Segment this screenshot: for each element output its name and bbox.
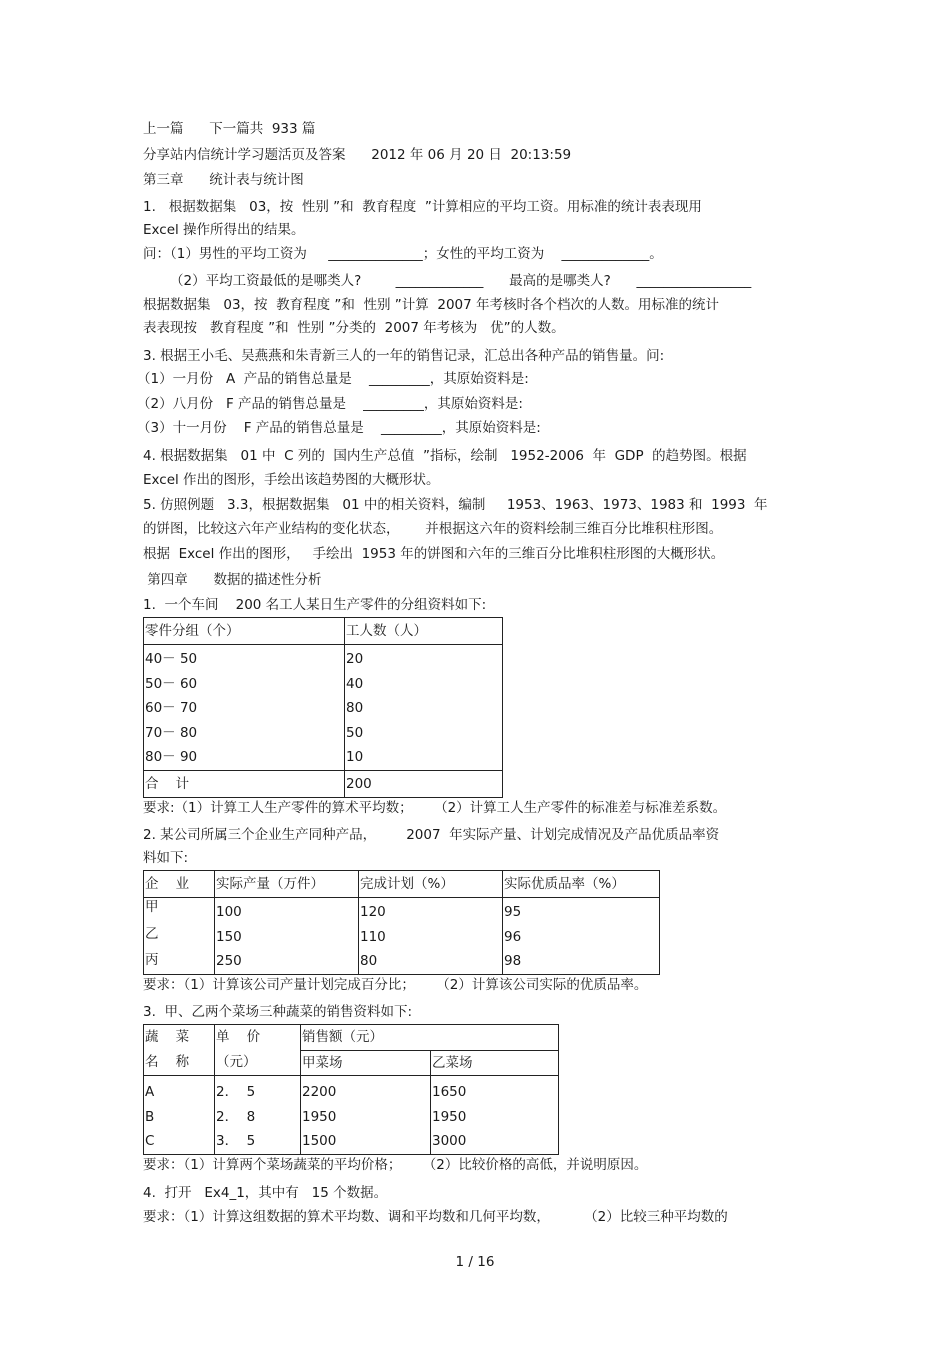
price-cell: 2． 5 [216,1084,256,1100]
vegetable-table [143,1024,559,1155]
table-header-cell: 工人数（人） [346,623,427,639]
output-cell: 100 [216,904,242,920]
market-a-header: 甲菜场 [302,1054,343,1071]
q2-requirement: 要求：（1）计算该公司产量计划完成百分比； （2）计算该公司实际的优质品率。 [143,977,648,993]
q4-requirement: 要求：（1）计算这组数据的算术平均数、调和平均数和几何平均数， （2）比较三种平均数的 [143,1209,728,1225]
count-cell: 40 [346,675,364,692]
total-label: 合 计 [145,775,190,792]
sales-b-cell: 1950 [432,1108,467,1125]
table-header-cell: 实际优质品率（%） [504,876,625,892]
sales-b-cell: 3000 [432,1133,467,1149]
count-cell: 80 [346,700,364,716]
firm-cell: 乙 [145,925,159,942]
ch3-line: 根据数据集 03，按 教育程度 ”和 性别 ”计算 2007 年考核时各个档次的人数。用标准的统计 [143,297,720,313]
ch3-line: （2）平均工资最低的是哪类人? _____________ 最高的是哪类人? _________________ [170,273,752,289]
sales-a-cell: 1500 [302,1133,337,1149]
document-header: 分享站内信统计学习题活页及答案 2012 年 06 月 20 日 20:13:59 [143,147,572,163]
ch3-line: Excel 作出的图形，手绘出该趋势图的大概形状。 [143,472,440,488]
table-header-cell: 零件分组（个） [145,623,240,639]
ch3-line: （3）十一月份 F 产品的销售总量是 _________，其原始资料是: [137,420,541,436]
table-row [144,645,503,771]
table-row [144,898,660,975]
ch3-line: 4. 根据数据集 01 中 C 列的 国内生产总值 ”指标，绘制 1952-2006 年 GDP 的趋势图。根据 [143,448,747,464]
total-value: 200 [346,775,372,792]
firm-cell: 丙 [145,952,159,968]
vegetable-header: 蔬 菜 [145,1029,190,1045]
veg-cell: B [145,1108,155,1125]
table-total-row [144,770,503,797]
q2-intro: 料如下: [143,850,189,866]
table-header-row [144,871,660,898]
count-cell: 20 [346,651,364,667]
count-cell: 10 [346,749,364,765]
quality-cell: 96 [504,928,522,945]
q3-intro: 3. 甲、乙两个菜场三种蔬菜的销售资料如下: [143,1004,413,1020]
group-cell: 80－ 90 [145,749,198,765]
table-row [144,1076,559,1155]
firm-cell: 甲 [145,899,159,915]
sales-a-cell: 2200 [302,1084,337,1100]
chapter3-title: 第三章 统计表与统计图 [143,172,304,188]
plan-cell: 120 [360,904,386,920]
table-header-cell: 实际产量（万件） [216,876,324,892]
price-header: （元） [216,1054,257,1070]
nav-links[interactable]: 上一篇 下一篇共 933 篇 [143,121,316,137]
vegetable-header: 名 称 [145,1054,190,1070]
q3-requirement: 要求：（1）计算两个菜场蔬菜的平均价格； （2）比较价格的高低，并说明原因。 [143,1157,648,1173]
parts-table [143,617,503,798]
output-cell: 150 [216,928,242,945]
veg-cell: A [145,1084,155,1100]
table-header-cell: 企 业 [145,876,190,892]
ch3-line: （2）八月份 F 产品的销售总量是 _________，其原始资料是: [137,396,523,412]
q2-intro: 2. 某公司所属三个企业生产同种产品， 2007 年实际产量、计划完成情况及产品优质品率资 [143,827,720,843]
price-cell: 2． 8 [216,1108,256,1125]
chapter4-title: 第四章 数据的描述性分析 [143,572,322,588]
market-b-header: 乙菜场 [432,1054,473,1071]
firm-table [143,870,660,975]
ch3-line: 表表现按 教育程度 ”和 性别 ”分类的 2007 年考核为 优”的人数。 [143,320,565,336]
q4-intro: 4. 打开 Ex4_1，其中有 15 个数据。 [143,1185,388,1201]
ch3-line: 根据 Excel 作出的图形， 手绘出 1953 年的饼图和六年的三维百分比堆积柱形图的大概形状。 [143,546,725,562]
group-cell: 70－ 80 [145,724,198,741]
group-cell: 60－ 70 [145,700,198,716]
ch3-line: 问：（1）男性的平均工资为 ______________；女性的平均工资为 _____________。 [143,246,663,262]
price-header: 单 价 [216,1029,261,1045]
q1-requirement: 要求:（1）计算工人生产零件的算术平均数； （2）计算工人生产零件的标准差与标准差系数。 [143,800,727,816]
ch3-line: 1. 根据数据集 03，按 性别 ”和 教育程度 ”计算相应的平均工资。用标准的统计表表现用 [143,199,702,215]
plan-cell: 80 [360,953,378,969]
ch3-line: 3. 根据王小毛、吴燕燕和朱青新三人的一年的销售记录，汇总出各种产品的销售量。问: [143,348,665,364]
quality-cell: 98 [504,953,522,969]
output-cell: 250 [216,953,242,969]
table-header-cell: 完成计划（%） [360,876,454,892]
page-number: 1 / 16 [455,1254,495,1270]
ch3-line: 的饼图，比较这六年产业结构的变化状态， 并根据这六年的资料绘制三维百分比堆积柱形图。 [143,521,723,537]
table-header-row [144,618,503,645]
group-cell: 50－ 60 [145,675,198,692]
sales-b-cell: 1650 [432,1084,467,1100]
count-cell: 50 [346,724,364,741]
ch3-line: （1）一月份 A 产品的销售总量是 _________，其原始资料是: [137,371,529,387]
ch3-line: Excel 操作所得出的结果。 [143,222,305,238]
q1-intro: 1. 一个车间 200 名工人某日生产零件的分组资料如下: [143,597,487,613]
price-cell: 3． 5 [216,1133,256,1149]
sales-header: 销售额（元） [302,1029,383,1045]
ch3-line: 5. 仿照例题 3.3，根据数据集 01 中的相关资料，编制 1953、1963、1973、1983 和 1993 年 [143,497,768,513]
quality-cell: 95 [504,904,522,920]
veg-cell: C [145,1133,155,1149]
plan-cell: 110 [360,928,386,945]
sales-a-cell: 1950 [302,1108,337,1125]
group-cell: 40－ 50 [145,651,198,667]
